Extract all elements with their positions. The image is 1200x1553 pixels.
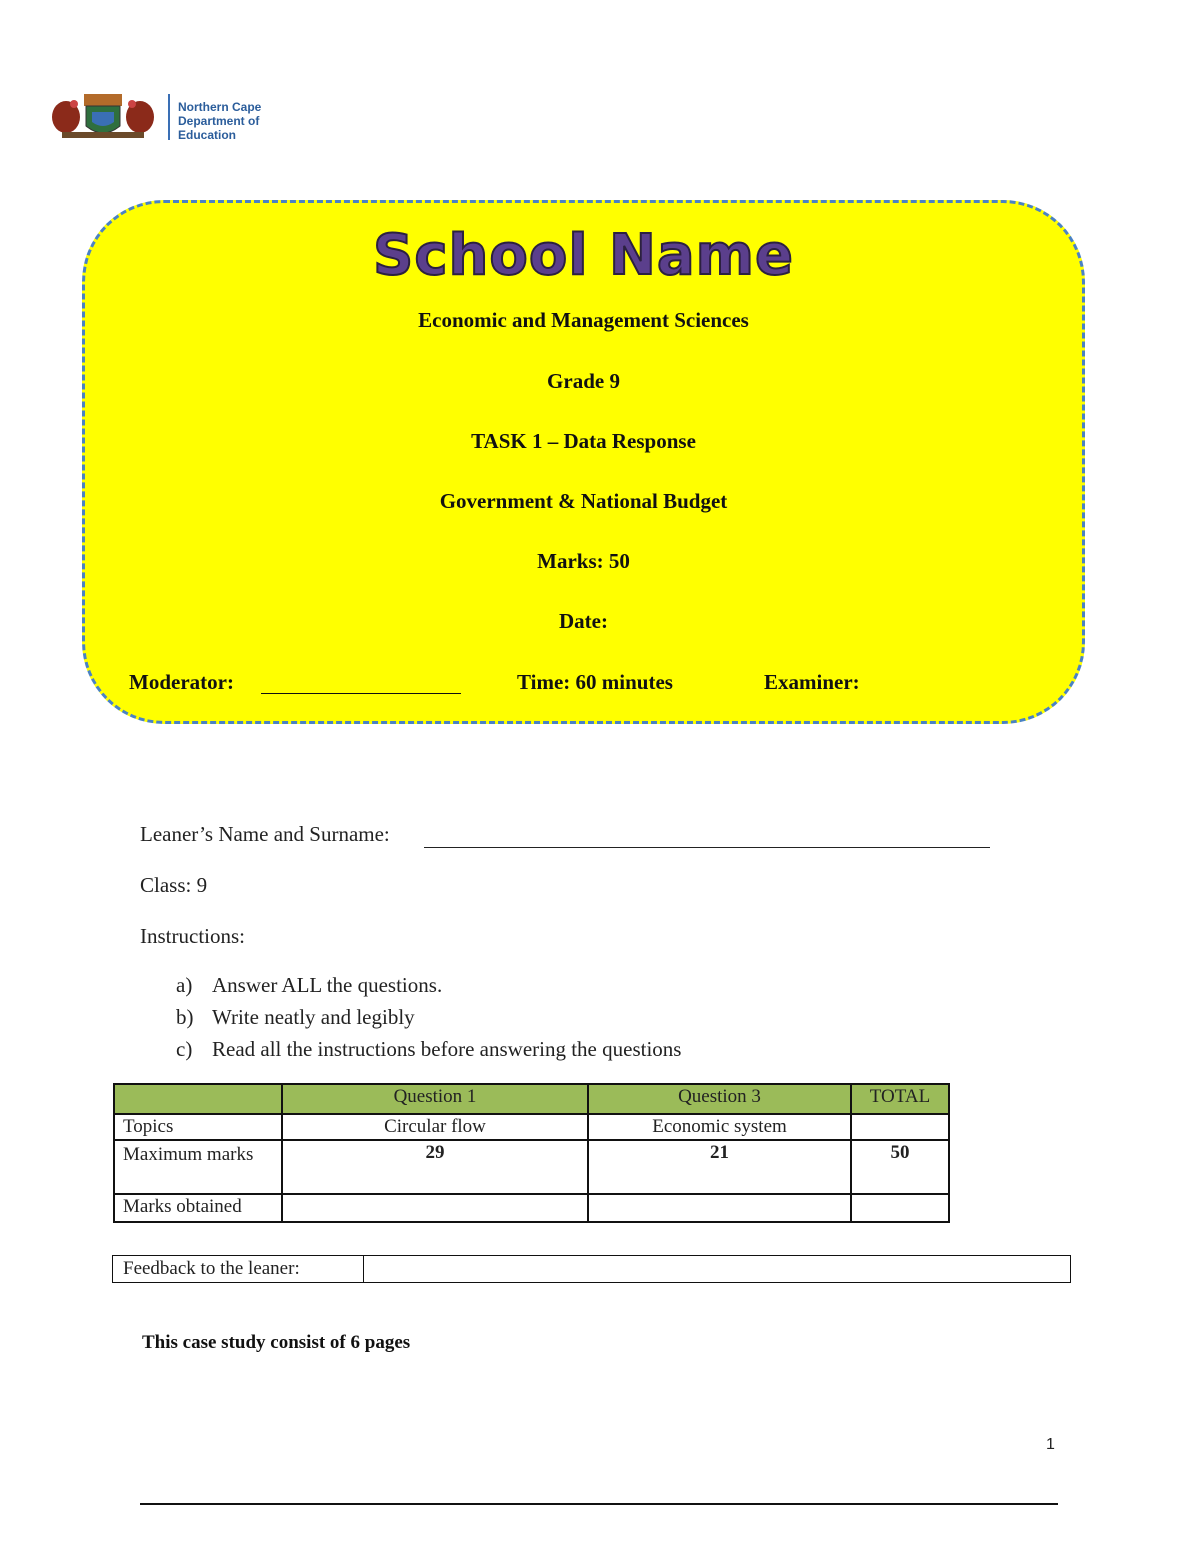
feedback-label: Feedback to the leaner: <box>113 1256 364 1283</box>
table-cell: Economic system <box>588 1114 851 1140</box>
table-cell-input[interactable] <box>282 1194 588 1222</box>
logo-line-2: Department of Education <box>178 114 260 142</box>
subject-title: Economic and Management Sciences <box>418 308 749 332</box>
table-cell: 29 <box>282 1140 588 1194</box>
table-header-cell <box>114 1084 282 1114</box>
instruction-item <box>176 1037 681 1062</box>
instruction-marker: c) <box>176 1037 193 1061</box>
feedback-table <box>112 1255 1071 1283</box>
logo-line-1: Northern Cape <box>178 100 262 114</box>
table-cell-input[interactable] <box>588 1194 851 1222</box>
moderator-label: Moderator: <box>129 670 234 694</box>
instruction-item <box>176 1005 415 1030</box>
table-cell: 50 <box>851 1140 949 1194</box>
cover-box <box>82 200 1085 724</box>
table-cell: Circular flow <box>282 1114 588 1140</box>
page-number: 1 <box>1046 1436 1055 1453</box>
logo-text <box>178 100 314 142</box>
table-cell: Marks obtained <box>114 1194 282 1222</box>
logo-divider <box>168 94 170 140</box>
time-label: Time: 60 minutes <box>517 670 673 694</box>
instruction-marker: b) <box>176 1005 194 1029</box>
marks-table <box>113 1083 950 1223</box>
table-header-row <box>114 1084 949 1114</box>
table-header-cell: Question 1 <box>282 1084 588 1114</box>
table-header-cell: TOTAL <box>851 1084 949 1114</box>
feedback-row <box>113 1256 1071 1283</box>
instruction-text: Write neatly and legibly <box>212 1005 415 1029</box>
marks-label: Marks: 50 <box>537 549 630 573</box>
table-cell: Maximum marks <box>114 1140 282 1194</box>
coat-of-arms-icon <box>44 92 162 142</box>
table-header-cell: Question 3 <box>588 1084 851 1114</box>
table-cell-input[interactable] <box>851 1194 949 1222</box>
instruction-item <box>176 973 442 998</box>
school-name-title: School Name <box>372 223 795 288</box>
pages-note: This case study consist of 6 pages <box>142 1332 411 1353</box>
topic-label: Government & National Budget <box>439 489 728 513</box>
table-row-obtained <box>114 1194 949 1222</box>
table-cell: Topics <box>114 1114 282 1140</box>
feedback-field[interactable] <box>364 1256 1071 1283</box>
grade-label: Grade 9 <box>547 369 620 393</box>
class-label: Class: 9 <box>140 873 208 897</box>
instruction-text: Read all the instructions before answering the questions <box>212 1037 682 1061</box>
table-cell: 21 <box>588 1140 851 1194</box>
table-row-topics <box>114 1114 949 1140</box>
header-logo <box>44 92 314 142</box>
examiner-label: Examiner: <box>764 670 860 694</box>
instruction-text: Answer ALL the questions. <box>212 973 443 997</box>
learner-name-line[interactable] <box>424 847 990 848</box>
date-label: Date: <box>559 609 608 633</box>
instructions-label: Instructions: <box>140 924 245 948</box>
table-cell <box>851 1114 949 1140</box>
table-row-maximum <box>114 1140 949 1194</box>
moderator-signature-line[interactable] <box>261 693 461 694</box>
footer-rule <box>140 1503 1058 1505</box>
task-label: TASK 1 – Data Response <box>471 429 696 453</box>
learner-name-label: Leaner’s Name and Surname: <box>140 822 390 846</box>
instruction-marker: a) <box>176 973 193 997</box>
